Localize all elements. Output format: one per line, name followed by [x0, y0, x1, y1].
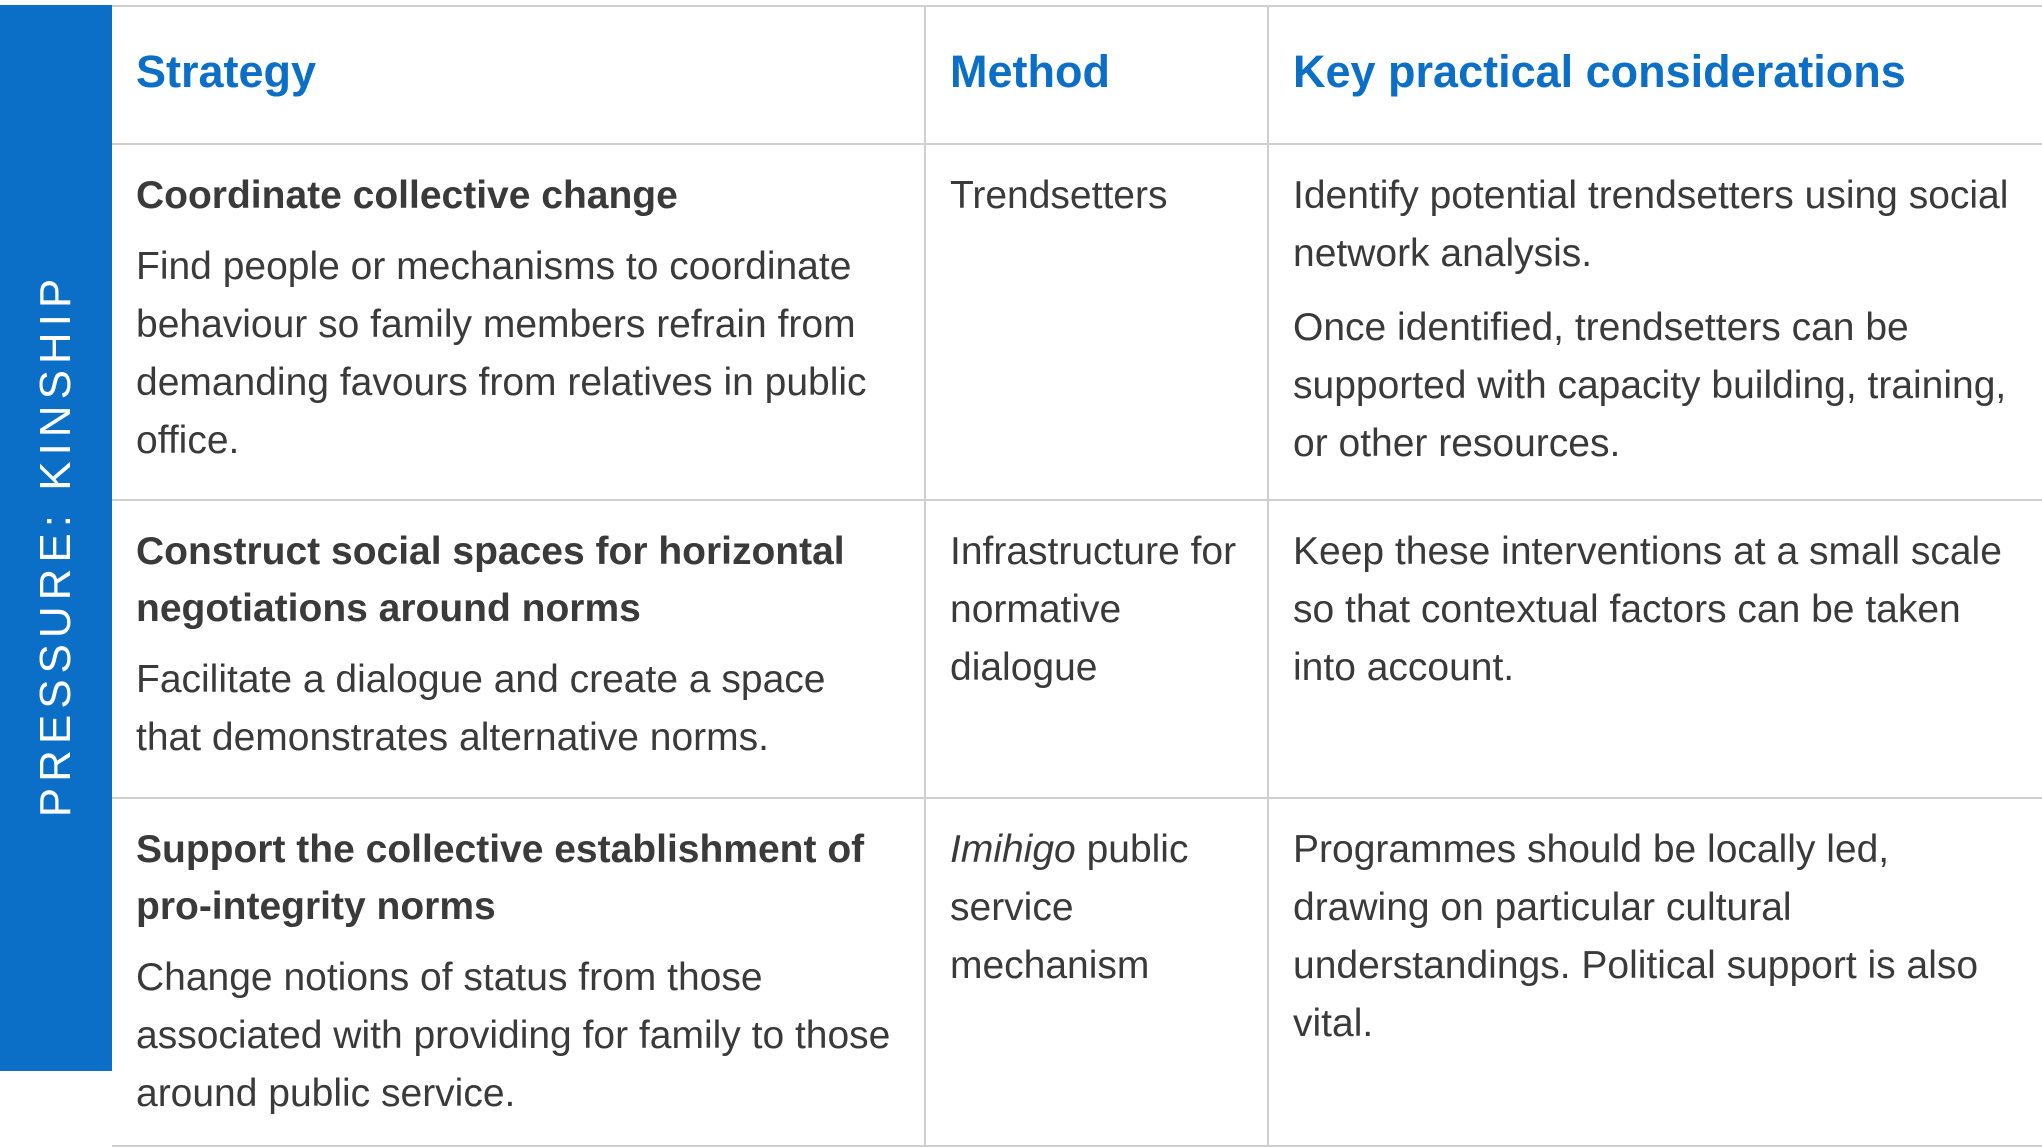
method-text: Infrastructure for normative dialogue [950, 530, 1237, 689]
strategy-description: Facilitate a dialogue and create a space that demonstrates alternative norms. [136, 658, 826, 759]
header-considerations: Key practical considerations [1268, 6, 2042, 144]
pressure-sidebar [0, 5, 112, 1071]
strategy-table [112, 5, 2042, 1147]
consideration-text: Programmes should be locally led, drawing on particular cultural understandings. Political support is also vital. [1293, 828, 1979, 1045]
header-method: Method [925, 6, 1268, 144]
strategy-cell [112, 798, 925, 1146]
strategy-description: Change notions of status from those associated with providing for family to those around public service. [136, 956, 891, 1115]
method-text [950, 821, 1243, 995]
method-text: Trendsetters [950, 174, 1168, 217]
strategy-title: Support the collective establishment of pro-integrity norms [136, 828, 865, 928]
table-row [112, 500, 2042, 798]
considerations-cell [1268, 144, 2042, 500]
considerations-cell [1268, 500, 2042, 798]
table-row [112, 144, 2042, 500]
sidebar-label: PRESSURE: KINSHIP [31, 272, 80, 818]
method-rest: public service mechanism [950, 828, 1189, 987]
strategy-cell [112, 144, 925, 500]
header-strategy: Strategy [112, 6, 925, 144]
consideration-text: Once identified, trendsetters can be supported with capacity building, training, or other resources. [1293, 306, 2007, 465]
consideration-text: Keep these interventions at a small scale so that contextual factors can be taken into account. [1293, 530, 2002, 689]
consideration-text: Identify potential trendsetters using social network analysis. [1293, 174, 2009, 275]
strategy-description: Find people or mechanisms to coordinate behaviour so family members refrain from demanding favours from relatives in public office. [136, 245, 867, 462]
method-cell [925, 500, 1268, 798]
header-row [112, 6, 2042, 144]
method-cell [925, 144, 1268, 500]
strategy-cell [112, 500, 925, 798]
method-italic-term: Imihigo [950, 828, 1076, 871]
table-row [112, 798, 2042, 1146]
strategy-title: Coordinate collective change [136, 174, 678, 217]
strategy-title: Construct social spaces for horizontal negotiations around norms [136, 530, 845, 630]
method-cell [925, 798, 1268, 1146]
considerations-cell [1268, 798, 2042, 1146]
